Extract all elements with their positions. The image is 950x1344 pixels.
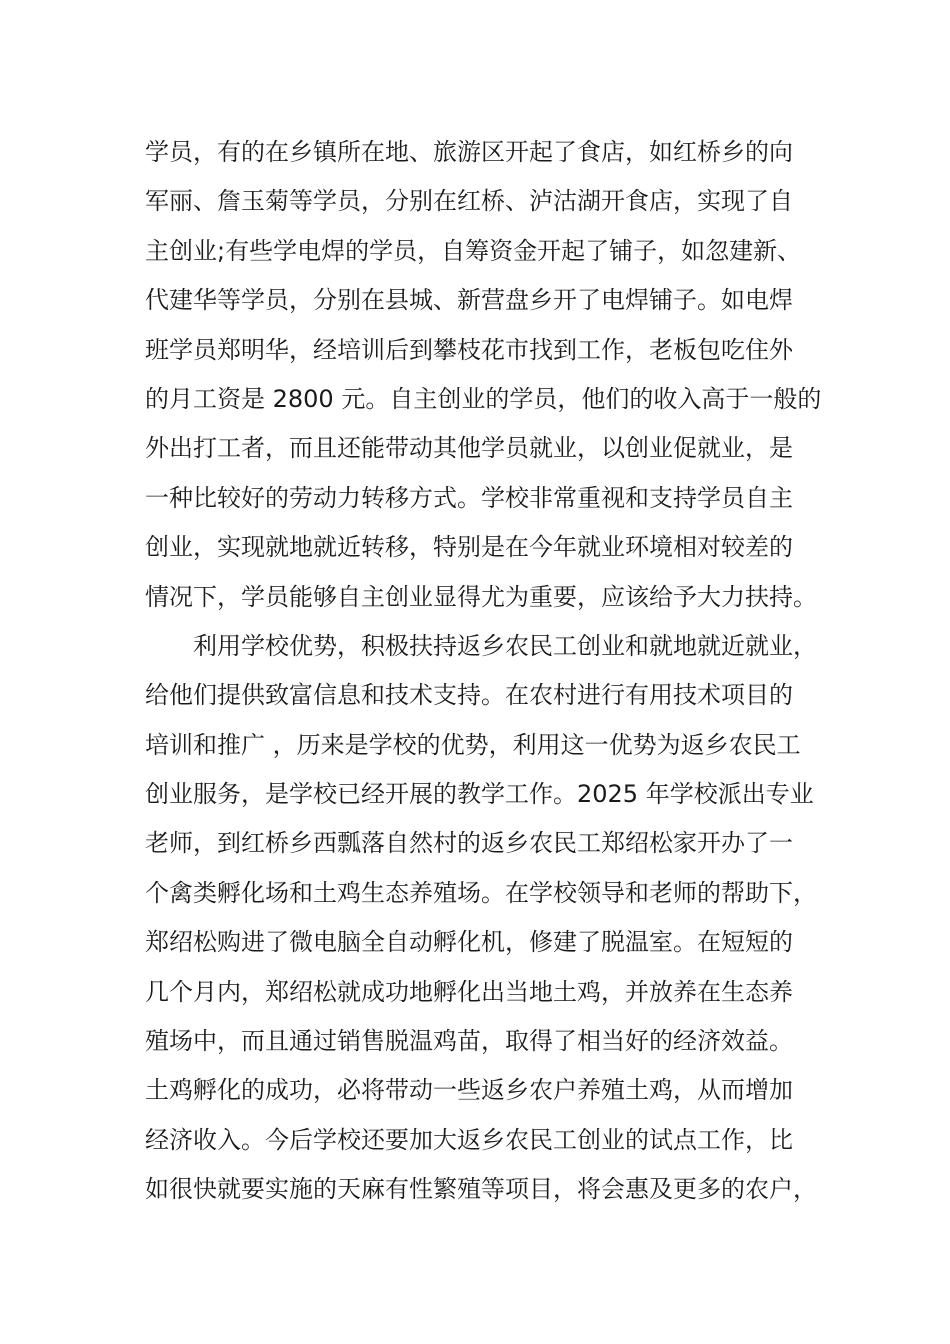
text-line: 经济收入。今后学校还要加大返乡农民工创业的试点工作，比 [145,1125,793,1154]
text-line: 殖场中，而且通过销售脱温鸡苗，取得了相当好的经济效益。 [145,1027,793,1056]
text-line: 创业服务，是学校已经开展的教学工作。2025 年学校派出专业 [145,780,814,809]
text-line: 如很快就要实施的天麻有性繁殖等项目，将会惠及更多的农户， [145,1175,817,1204]
text-line: 老师，到红桥乡西瓢落自然村的返乡农民工郑绍松家开办了一 [145,829,793,858]
text-line: 代建华等学员，分别在县城、新营盘乡开了电焊铺子。如电焊 [145,286,793,315]
paragraph-start-line: 利用学校优势，积极扶持返乡农民工创业和就地就近就业， [193,631,817,660]
text-line: 情况下，学员能够自主创业显得尤为重要，应该给予大力扶持。 [145,582,817,611]
text-line: 学员，有的在乡镇所在地、旅游区开起了食店，如红桥乡的向 [145,138,793,166]
text-line: 外出打工者，而且还能带动其他学员就业，以创业促就业，是 [145,434,793,463]
text-line: 培训和推广 ，历来是学校的优势，利用这一优势为返乡农民工 [145,730,801,759]
body-text [145,128,845,1215]
text-line: 几个月内，郑绍松就成功地孵化出当地土鸡，并放养在生态养 [145,977,793,1006]
text-line: 的月工资是 2800 元。自主创业的学员，他们的收入高于一般的 [145,384,822,413]
text-line: 一种比较好的劳动力转移方式。学校非常重视和支持学员自主 [145,483,793,512]
text-line: 班学员郑明华，经培训后到攀枝花市找到工作，老板包吃住外 [145,335,793,364]
text-line: 个禽类孵化场和土鸡生态养殖场。在学校领导和老师的帮助下， [145,878,817,907]
text-line: 创业，实现就地就近转移，特别是在今年就业环境相对较差的 [145,533,793,562]
text-line: 土鸡孵化的成功，必将带动一些返乡农户养殖土鸡，从而增加 [145,1076,793,1105]
text-line: 军丽、詹玉菊等学员，分别在红桥、泸沽湖开食店，实现了自 [145,187,793,216]
text-line: 郑绍松购进了微电脑全自动孵化机，修建了脱温室。在短短的 [145,928,793,957]
text-line: 主创业;有些学电焊的学员，自筹资金开起了铺子，如忽建新、 [145,236,802,265]
text-line: 给他们提供致富信息和技术支持。在农村进行有用技术项目的 [145,681,793,710]
